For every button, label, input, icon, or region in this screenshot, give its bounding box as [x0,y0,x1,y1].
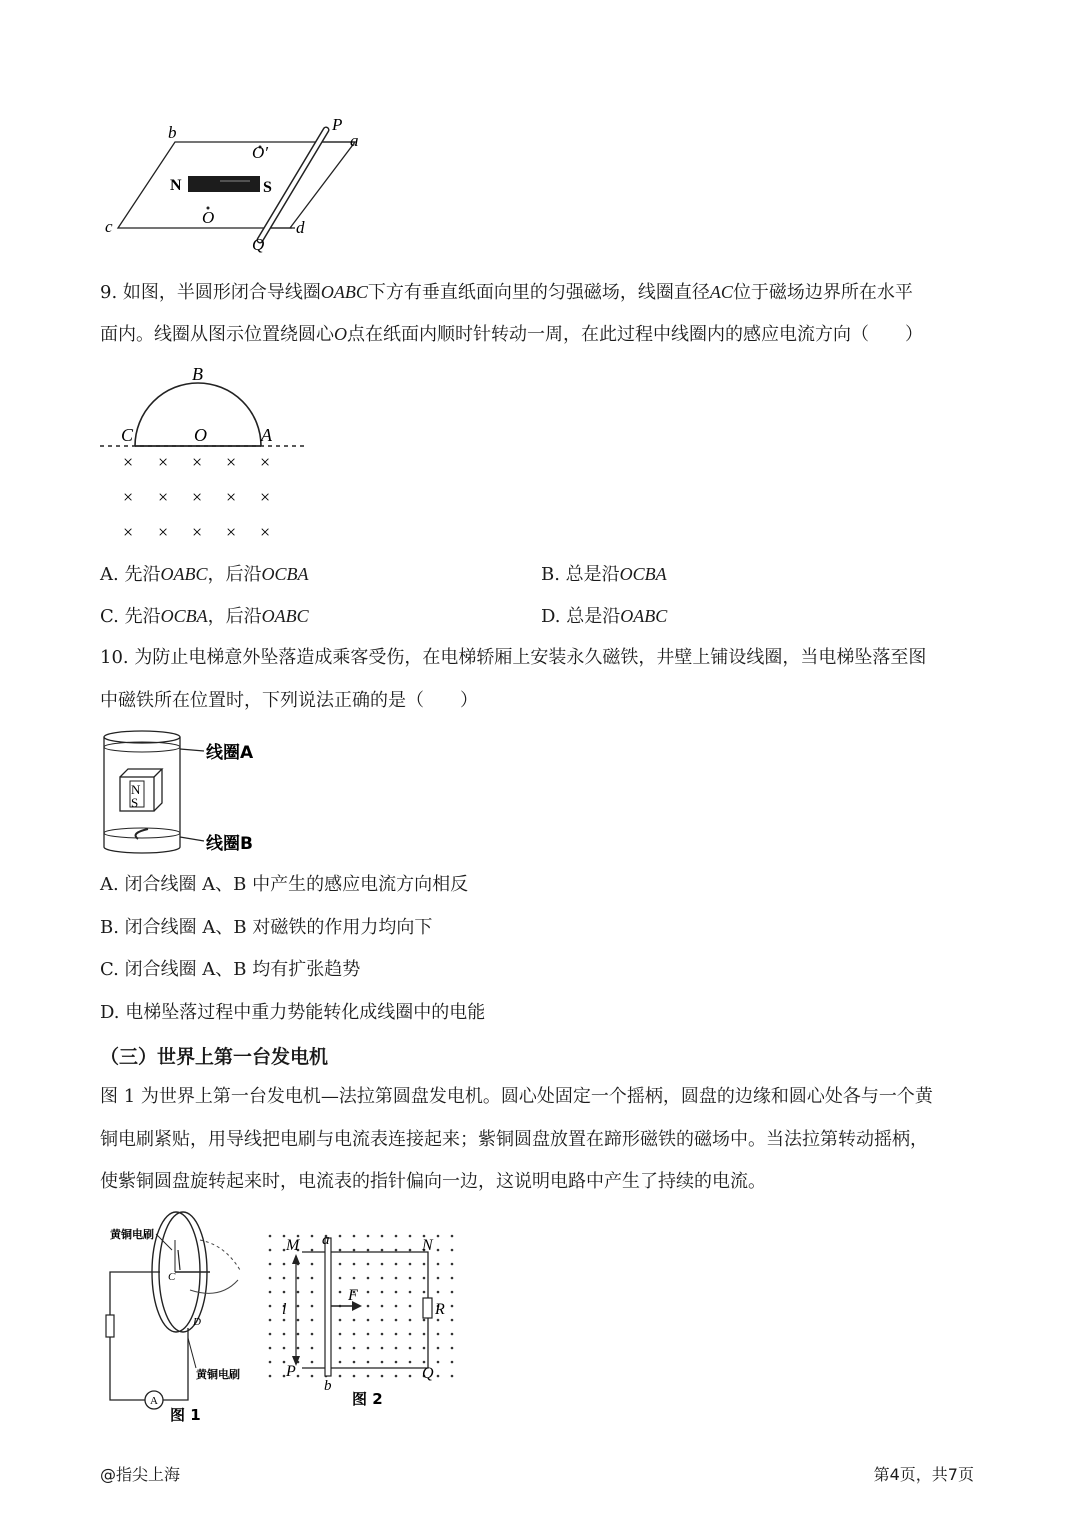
field-dot-34 [353,1263,356,1266]
field-dot-107 [395,1333,398,1336]
field-cross-1-3: × [226,487,237,507]
field-dot-93 [395,1319,398,1322]
field-dot-142 [297,1375,300,1378]
figure-magnet-rails [100,110,380,255]
field-cross-0-0: × [123,452,134,472]
field-dot-61 [339,1291,342,1294]
label-brush-top: 黄铜电刷 [110,1228,154,1241]
label-d: D [193,1316,201,1328]
field-dot-106 [381,1333,384,1336]
field-dot-104 [353,1333,356,1336]
field-dot-22 [381,1249,384,1252]
field-dot-138 [437,1361,440,1364]
field-dot-95 [423,1319,426,1322]
field-dot-53 [423,1277,426,1280]
q10-stem-line2: 中磁铁所在位置时，下列说法正确的是（ ） [100,690,478,711]
field-dot-145 [339,1375,342,1378]
label-coil-a: 线圈A [206,743,254,763]
field-cross-2-0: × [123,522,134,542]
ammeter-symbol: A [150,1395,158,1407]
field-dot-140 [269,1375,272,1378]
field-dot-124 [437,1347,440,1350]
field-dot-115 [311,1347,314,1350]
field-dot-68 [437,1291,440,1294]
field-dot-92 [381,1319,384,1322]
label-brush-bottom: 黄铜电刷 [196,1368,240,1381]
label-coil-b: 线圈B [206,834,253,854]
q10-option-c[interactable]: C. 闭合线圈 A、B 均有扩张趋势 [100,959,361,980]
bar-magnet [188,176,260,192]
field-dot-77 [367,1305,370,1308]
field-dot-6 [353,1235,356,1238]
field-dot-44 [297,1277,300,1280]
field-dot-129 [311,1361,314,1364]
field-dot-152 [437,1375,440,1378]
field-dot-23 [395,1249,398,1252]
figure1-caption: 图 1 [170,1406,201,1424]
field-dot-149 [395,1375,398,1378]
field-dot-79 [395,1305,398,1308]
field-dot-113 [283,1347,286,1350]
field-dot-58 [297,1291,300,1294]
resistor [423,1298,432,1318]
field-dot-148 [381,1375,384,1378]
field-dot-33 [339,1263,342,1266]
section-para-line2: 铜电刷紧贴，用导线把电刷与电流表连接起来；紫铜圆盘放置在蹄形磁铁的磁场中。当法拉第转动摇柄， [100,1129,928,1150]
field-dot-35 [367,1263,370,1266]
field-dot-112 [269,1347,272,1350]
field-dot-0 [269,1235,272,1238]
field-dot-67 [423,1291,426,1294]
label-o: O [194,425,207,445]
field-dot-72 [297,1305,300,1308]
field-dot-137 [423,1361,426,1364]
field-dot-59 [311,1291,314,1294]
field-dot-8 [381,1235,384,1238]
field-dot-36 [381,1263,384,1266]
figure-faraday-disk [100,1210,260,1425]
field-cross-1-4: × [260,487,271,507]
field-dot-39 [423,1263,426,1266]
field-dot-65 [395,1291,398,1294]
field-dot-80 [409,1305,412,1308]
field-dot-132 [353,1361,356,1364]
label-m: M [286,1237,300,1254]
figure-rod-rails [262,1228,462,1408]
field-dot-146 [353,1375,356,1378]
field-cross-2-2: × [192,522,203,542]
field-dot-134 [381,1361,384,1364]
q10-option-b[interactable]: B. 闭合线圈 A、B 对磁铁的作用力均向下 [100,917,433,938]
field-dot-63 [367,1291,370,1294]
field-dot-21 [367,1249,370,1252]
field-dot-17 [311,1249,314,1252]
field-dot-28 [269,1263,272,1266]
field-dot-5 [339,1235,342,1238]
q9-option-c[interactable]: C. 先沿OCBA，后沿OABC [100,606,309,627]
field-dot-110 [437,1333,440,1336]
field-dot-37 [395,1263,398,1266]
field-cross-1-0: × [123,487,134,507]
field-dot-103 [339,1333,342,1336]
label-o-prime: O′ [252,143,268,162]
field-dot-69 [451,1291,454,1294]
field-dot-109 [423,1333,426,1336]
label-p: P [286,1363,296,1380]
field-dot-86 [297,1319,300,1322]
field-dot-127 [283,1361,286,1364]
field-cross-1-2: × [192,487,203,507]
label-b: b [324,1378,332,1394]
field-dot-85 [283,1319,286,1322]
field-dot-119 [367,1347,370,1350]
label-p: P [332,115,343,134]
field-cross-0-4: × [260,452,271,472]
field-dot-55 [451,1277,454,1280]
field-dot-3 [311,1235,314,1238]
field-cross-0-1: × [158,452,169,472]
field-dot-45 [311,1277,314,1280]
field-dot-83 [451,1305,454,1308]
field-dot-90 [353,1319,356,1322]
field-dot-141 [283,1375,286,1378]
field-dot-91 [367,1319,370,1322]
field-dot-111 [451,1333,454,1336]
field-dot-78 [381,1305,384,1308]
q9-option-d[interactable]: D. 总是沿OABC [541,606,668,627]
field-dot-125 [451,1347,454,1350]
field-dot-1 [283,1235,286,1238]
q9-number: 9. [100,282,118,303]
section-para-line1: 图 1 为世界上第一台发电机—法拉第圆盘发电机。圆心处固定一个摇柄，圆盘的边缘和圆心处各与一个黄 [100,1086,933,1107]
conducting-rod [325,1238,331,1376]
field-cross-0-3: × [226,452,237,472]
field-dot-143 [311,1375,314,1378]
field-dot-26 [437,1249,440,1252]
field-dot-24 [409,1249,412,1252]
label-s: S [263,179,272,196]
field-dot-27 [451,1249,454,1252]
field-dot-100 [297,1333,300,1336]
field-dot-121 [395,1347,398,1350]
field-dot-123 [423,1347,426,1350]
field-dot-96 [437,1319,440,1322]
field-dot-120 [381,1347,384,1350]
q10-option-a[interactable]: A. 闭合线圈 A、B 中产生的感应电流方向相反 [100,874,469,895]
field-dot-14 [269,1249,272,1252]
q9-stem-line2: 面内。线圈从图示位置绕圆心O点在纸面内顺时针转动一周，在此过程中线圈内的感应电流方向（ ） [100,324,923,345]
field-dot-70 [269,1305,272,1308]
field-dot-89 [339,1319,342,1322]
label-s: S [131,795,139,810]
q9-option-a[interactable]: A. 先沿OABC，后沿OCBA [100,564,309,585]
field-dot-42 [269,1277,272,1280]
label-f: F [348,1287,358,1304]
field-dot-48 [353,1277,356,1280]
figure-elevator-coils [100,725,280,860]
field-dot-29 [283,1263,286,1266]
field-dot-64 [381,1291,384,1294]
field-dot-135 [395,1361,398,1364]
field-dot-147 [367,1375,370,1378]
label-q: Q [422,1365,434,1382]
field-dot-122 [409,1347,412,1350]
field-dot-114 [297,1347,300,1350]
field-dot-150 [409,1375,412,1378]
label-l: l [282,1301,287,1318]
field-dot-98 [269,1333,272,1336]
label-b: B [192,364,203,384]
q9-option-b[interactable]: B. 总是沿OCBA [541,564,667,585]
field-cross-1-1: × [158,487,169,507]
label-o: O [202,208,215,227]
field-dot-133 [367,1361,370,1364]
field-dot-51 [395,1277,398,1280]
field-dot-38 [409,1263,412,1266]
field-dot-50 [381,1277,384,1280]
field-dot-108 [409,1333,412,1336]
field-dot-13 [451,1235,454,1238]
field-dot-20 [353,1249,356,1252]
field-dot-97 [451,1319,454,1322]
section-title: （三）世界上第一台发电机 [100,1046,329,1068]
label-b: b [168,123,177,142]
field-dot-136 [409,1361,412,1364]
field-dot-99 [283,1333,286,1336]
label-d: d [296,218,305,237]
label-n: N [131,782,141,797]
q10-option-d[interactable]: D. 电梯坠落过程中重力势能转化成线圈中的电能 [100,1002,486,1023]
label-c: c [105,217,113,236]
field-dot-54 [437,1277,440,1280]
field-dot-66 [409,1291,412,1294]
field-dot-87 [311,1319,314,1322]
field-dot-153 [451,1375,454,1378]
field-dot-47 [339,1277,342,1280]
field-dot-73 [311,1305,314,1308]
q9-stem-line1: 9. 如图，半圆形闭合导线圈OABC下方有垂直纸面向里的匀强磁场，线圈直径AC位于磁场边界所在水平 [100,282,913,303]
field-dot-10 [409,1235,412,1238]
label-a: A [261,425,272,445]
field-dot-12 [437,1235,440,1238]
q10-stem-line1: 10. 为防止电梯意外坠落造成乘客受伤，在电梯轿厢上安装永久磁铁，井壁上铺设线圈，当电梯坠落至图 [100,647,927,668]
magnetic-field-crosses [123,452,270,542]
field-cross-2-3: × [226,522,237,542]
field-cross-2-1: × [158,522,169,542]
label-a: a [322,1232,330,1248]
figure2-caption: 图 2 [352,1390,383,1408]
field-cross-0-2: × [192,452,203,472]
label-c: C [168,1271,176,1283]
field-dot-49 [367,1277,370,1280]
label-c: C [121,425,134,445]
label-a: a [350,131,359,150]
field-dot-131 [339,1361,342,1364]
section-para-line3: 使紫铜圆盘旋转起来时，电流表的指针偏向一边，这说明电路中产生了持续的电流。 [100,1171,766,1192]
label-n: N [170,177,182,194]
footer-source: @指尖上海 [100,1465,181,1484]
field-dot-19 [339,1249,342,1252]
field-dot-105 [367,1333,370,1336]
field-dot-94 [409,1319,412,1322]
field-dot-117 [339,1347,342,1350]
field-dot-52 [409,1277,412,1280]
field-dot-101 [311,1333,314,1336]
field-dot-84 [269,1319,272,1322]
footer-page-number: 第4页，共7页 [873,1465,974,1484]
label-q: Q [252,235,265,254]
field-dot-56 [269,1291,272,1294]
label-r: R [435,1301,445,1318]
field-dot-57 [283,1291,286,1294]
field-dot-43 [283,1277,286,1280]
field-dot-15 [283,1249,286,1252]
field-dot-31 [311,1263,314,1266]
field-dot-126 [269,1361,272,1364]
label-n: N [422,1237,433,1254]
field-dot-118 [353,1347,356,1350]
field-cross-2-4: × [260,522,271,542]
figure-semicircle-coil [95,360,310,550]
field-dot-139 [451,1361,454,1364]
field-dot-9 [395,1235,398,1238]
field-dot-41 [451,1263,454,1266]
field-dot-40 [437,1263,440,1266]
field-dot-7 [367,1235,370,1238]
